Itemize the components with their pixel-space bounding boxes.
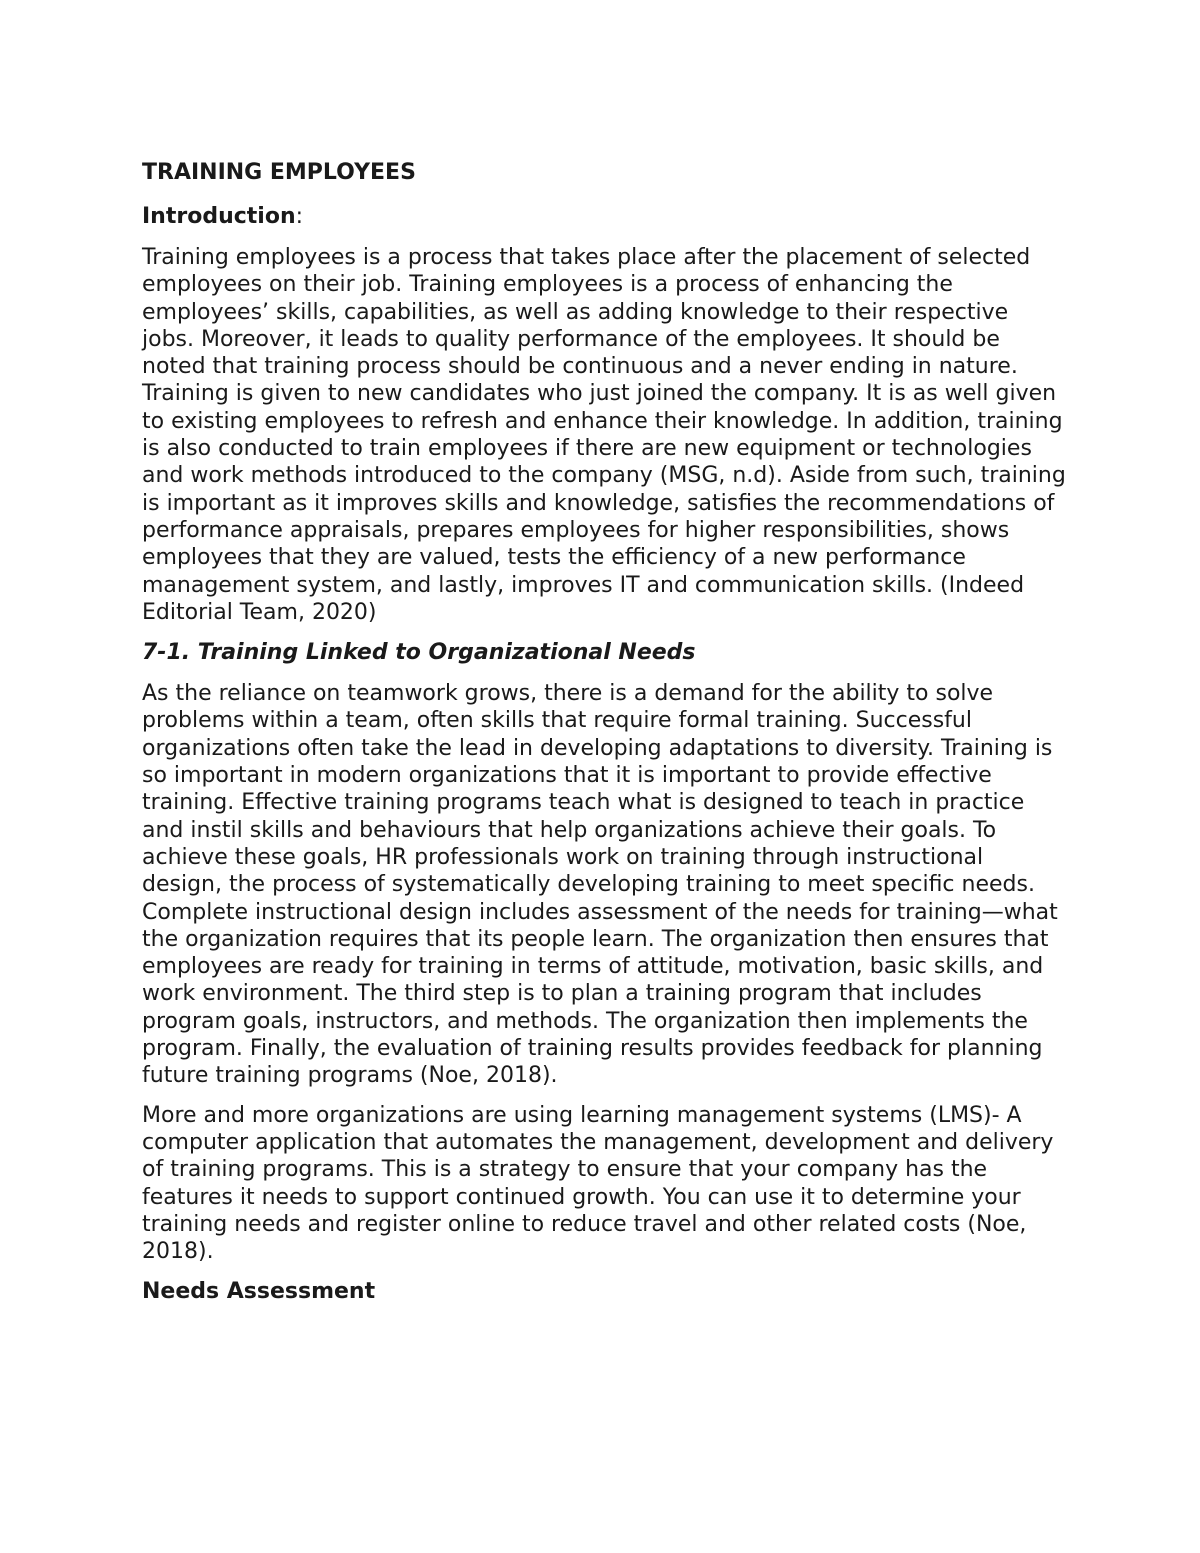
introduction-paragraph: Training employees is a process that takes place after the placement of selected employees on their job. Training employees is a process of enhancing the employees’ skills, capabilities, as well as adding knowledge to their respective jobs. Moreover, it leads to quality performance of the employees. It should be noted that training process should be continuous and a never ending in nature. Training is given to new candidates who just joined the company. It is as well given to existing employees to refresh and enhance their knowledge. In addition, training is also conducted to train employees if there are new equipment or technologies and work methods introduced to the company (MSG, n.d). Aside from such, training is important as it improves skills and knowledge, satisfies the recommendations of performance appraisals, prepares employees for higher responsibilities, shows employees that they are valued, tests the efficiency of a new performance management system, and lastly, improves IT and communication skills. (Indeed Editorial Team, 2020) <box>142 245 1066 625</box>
needs-assessment-heading: Needs Assessment <box>142 1279 376 1305</box>
section-paragraph-2: More and more organizations are using learning management systems (LMS)- A computer application that automates the management, development and delivery of training programs. This is a strategy to ensure that your company has the features it needs to support continued growth. You can use it to determine your training needs and register online to reduce travel and other related costs (Noe, 2018). <box>142 1102 1054 1265</box>
section-heading: 7-1. Training Linked to Organizational Needs <box>142 640 696 666</box>
introduction-heading-colon: : <box>295 204 304 229</box>
introduction-heading-text: Introduction <box>142 204 296 229</box>
document-title: TRAINING EMPLOYEES <box>142 160 416 185</box>
section-paragraph-1: As the reliance on teamwork grows, there is a demand for the ability to solve problems within a team, often skills that require formal training. Successful organizations often take the lead in developing adaptations to diversity. Training is so important in modern organizations that it is important to provide effective training. Effective training programs teach what is designed to teach in practice and instil skills and behaviours that help organizations achieve their goals. To achieve these goals, HR professionals work on training through instructional design, the process of systematically developing training to meet specific needs. Complete instructional design includes assessment of the needs for training—what the organization requires that its people learn. The organization then ensures that employees are ready for training in terms of attitude, motivation, basic skills, and work environment. The third step is to plan a training program that includes program goals, instructors, and methods. The organization then implements the program. Finally, the evaluation of training results provides feedback for planning future training programs (Noe, 2018). <box>142 681 1058 1089</box>
introduction-heading <box>142 202 1067 232</box>
document-page <box>142 158 1067 1307</box>
